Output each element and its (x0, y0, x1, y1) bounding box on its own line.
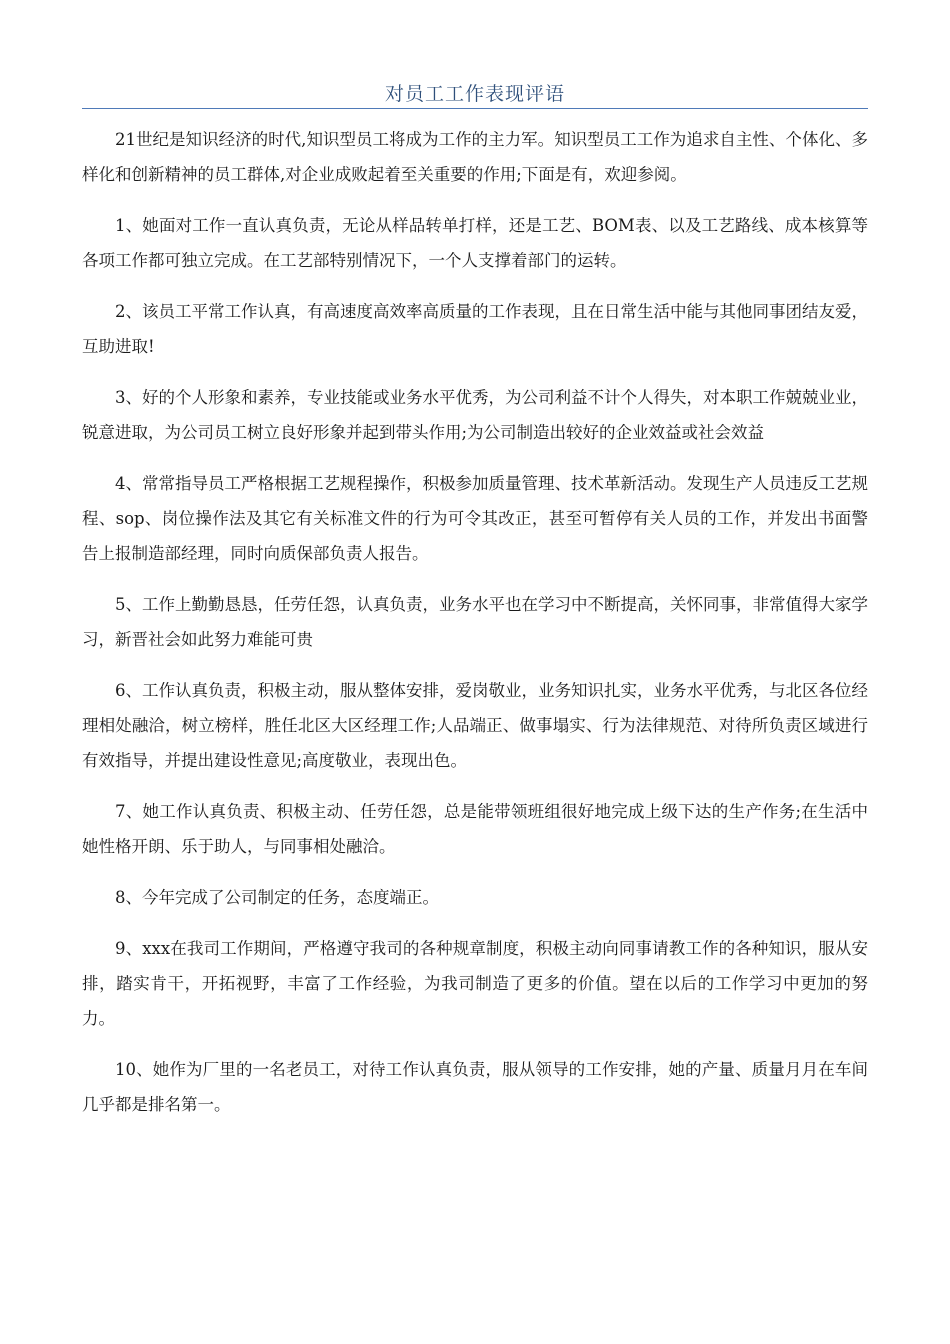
comment-paragraph-9: 9、xxx在我司工作期间，严格遵守我司的各种规章制度，积极主动向同事请教工作的各种知识，服从安排，踏实肯干，开拓视野，丰富了工作经验，为我司制造了更多的价值。望在以后的工作学习中更加的努力。 (82, 939, 868, 1028)
intro-paragraph: 21世纪是知识经济的时代,知识型员工将成为工作的主力军。知识型员工工作为追求自主性、个体化、多样化和创新精神的员工群体,对企业成败起着至关重要的作用;下面是有，欢迎参阅。 (82, 130, 868, 184)
document-body (82, 122, 868, 1138)
comment-paragraph-4: 4、常常指导员工严格根据工艺规程操作，积极参加质量管理、技术革新活动。发现生产人员违反工艺规程、sop、岗位操作法及其它有关标准文件的行为可令其改正，甚至可暂停有关人员的工作，并发出书面警告上报制造部经理，同时向质保部负责人报告。 (82, 474, 868, 563)
comment-paragraph-5: 5、工作上勤勤恳恳，任劳任怨，认真负责，业务水平也在学习中不断提高，关怀同事，非常值得大家学习，新晋社会如此努力难能可贵 (82, 595, 868, 649)
document-title: 对员工工作表现评语 (384, 83, 565, 105)
comment-paragraph-6: 6、工作认真负责，积极主动，服从整体安排，爱岗敬业，业务知识扎实，业务水平优秀，与北区各位经理相处融洽，树立榜样，胜任北区大区经理工作;人品端正、做事塌实、行为法律规范、对待所负责区域进行有效指导，并提出建设性意见;高度敬业，表现出色。 (82, 681, 868, 770)
comment-paragraph-8: 8、今年完成了公司制定的任务，态度端正。 (115, 888, 439, 907)
comment-paragraph-3: 3、好的个人形象和素养，专业技能或业务水平优秀，为公司利益不计个人得失，对本职工作兢兢业业，锐意进取，为公司员工树立良好形象并起到带头作用;为公司制造出较好的企业效益或社会效益 (82, 388, 868, 442)
title-underline (82, 108, 868, 109)
comment-paragraph-2: 2、该员工平常工作认真，有高速度高效率高质量的工作表现，且在日常生活中能与其他同事团结友爱，互助进取! (82, 302, 868, 356)
comment-paragraph-10: 10、她作为厂里的一名老员工，对待工作认真负责，服从领导的工作安排，她的产量、质量月月在车间几乎都是排名第一。 (82, 1060, 868, 1114)
comment-paragraph-7: 7、她工作认真负责、积极主动、任劳任怨，总是能带领班组很好地完成上级下达的生产作务;在生活中她性格开朗、乐于助人，与同事相处融洽。 (82, 802, 868, 856)
comment-paragraph-1: 1、她面对工作一直认真负责，无论从样品转单打样，还是工艺、BOM表、以及工艺路线、成本核算等各项工作都可独立完成。在工艺部特别情况下，一个人支撑着部门的运转。 (82, 216, 868, 270)
